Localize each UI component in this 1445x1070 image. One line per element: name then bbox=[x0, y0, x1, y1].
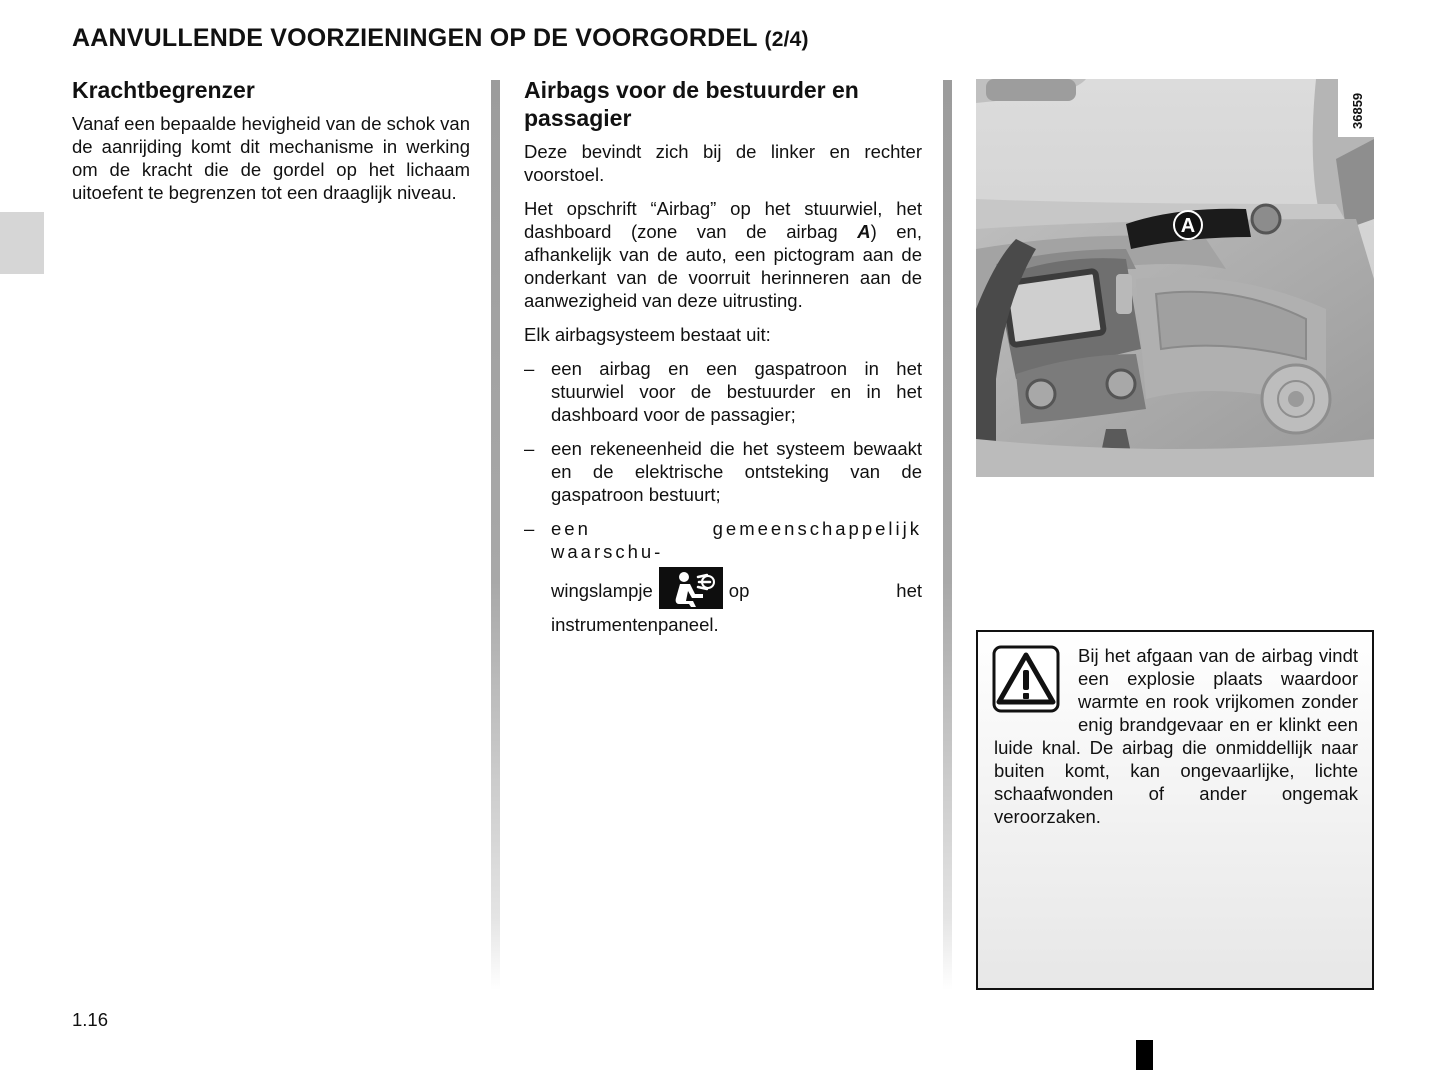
list-dash: – bbox=[524, 438, 535, 459]
section-heading: Airbags voor de bestuurder en passagier bbox=[524, 77, 859, 131]
figure-code: 36859 bbox=[1350, 92, 1365, 129]
page-title-suffix: (2/4) bbox=[764, 28, 809, 51]
paragraph-location: Deze bevindt zich bij de linker en rechter voorstoel. bbox=[524, 141, 922, 185]
list-item bbox=[524, 437, 922, 506]
text-fragment: op het instrumentenpaneel. bbox=[551, 579, 922, 635]
zone-label-ref: A bbox=[857, 221, 871, 242]
text-fragment: ) en, afhankelijk van de auto, een pictogram aan de onderkant van de voorruit herinneren aan de aanwezigheid van deze uitrusting. bbox=[524, 221, 922, 311]
page-edge-marker bbox=[1136, 1040, 1153, 1070]
section-body: Vanaf een bepaalde hevigheid van de schok van de aanrijding komt dit mechanisme in werking om de kracht die de gordel op het lichaam uitoefent te begrenzen tot een draaglijk niveau. bbox=[72, 113, 470, 203]
list-dash: – bbox=[524, 518, 535, 539]
component-list bbox=[524, 357, 922, 636]
dashboard-airbag-illustration bbox=[976, 79, 1374, 477]
page-title-main: AANVULLENDE VOORZIENINGEN OP DE VOORGORDEL bbox=[72, 24, 758, 52]
column-divider-2 bbox=[943, 80, 952, 990]
figure-marker-a: A bbox=[1180, 215, 1196, 237]
list-item bbox=[524, 517, 922, 636]
text-fragment: Het opschrift “Airbag” op het stuurwiel, het dashboard (zone van de airbag bbox=[524, 198, 922, 242]
column-divider-1 bbox=[491, 80, 500, 990]
text-fragment: wingslampje bbox=[551, 579, 653, 601]
section-heading: Krachtbegrenzer bbox=[72, 77, 255, 103]
section-airbags bbox=[524, 76, 922, 647]
paragraph-label-info bbox=[524, 197, 922, 312]
list-item bbox=[524, 357, 922, 426]
list-dash: – bbox=[524, 358, 535, 379]
list-item-text: een gemeenschappelijk waarschu- bbox=[551, 518, 922, 562]
list-item-text bbox=[551, 571, 922, 636]
section-tab bbox=[0, 212, 44, 274]
warning-text-block bbox=[994, 644, 1358, 828]
airbag-warning-lamp-icon bbox=[659, 567, 723, 609]
paragraph-list-intro: Elk airbagsysteem bestaat uit: bbox=[524, 324, 771, 345]
section-krachtbegrenzer bbox=[72, 76, 470, 215]
warning-text: Bij het afgaan van de airbag vindt een explosie plaats waardoor warmte en rook vrijkomen zonder enig brandgevaar en er klinkt een luide knal. De airbag die onmiddellijk naar buiten komt, kan ongevaarlijke, lichte schaafwonden of ander ongemak veroorzaken. bbox=[994, 645, 1358, 827]
page-title bbox=[72, 24, 809, 53]
warning-box bbox=[976, 630, 1374, 990]
page-number: 1.16 bbox=[72, 1009, 109, 1030]
list-item-text: een airbag en een gaspatroon in het stuurwiel voor de bestuurder en in het dashboard voor de passagier; bbox=[551, 358, 922, 425]
list-item-text: een rekeneenheid die het systeem bewaakt en de elektrische ontsteking van de gaspatroon bestuurt; bbox=[551, 438, 922, 505]
